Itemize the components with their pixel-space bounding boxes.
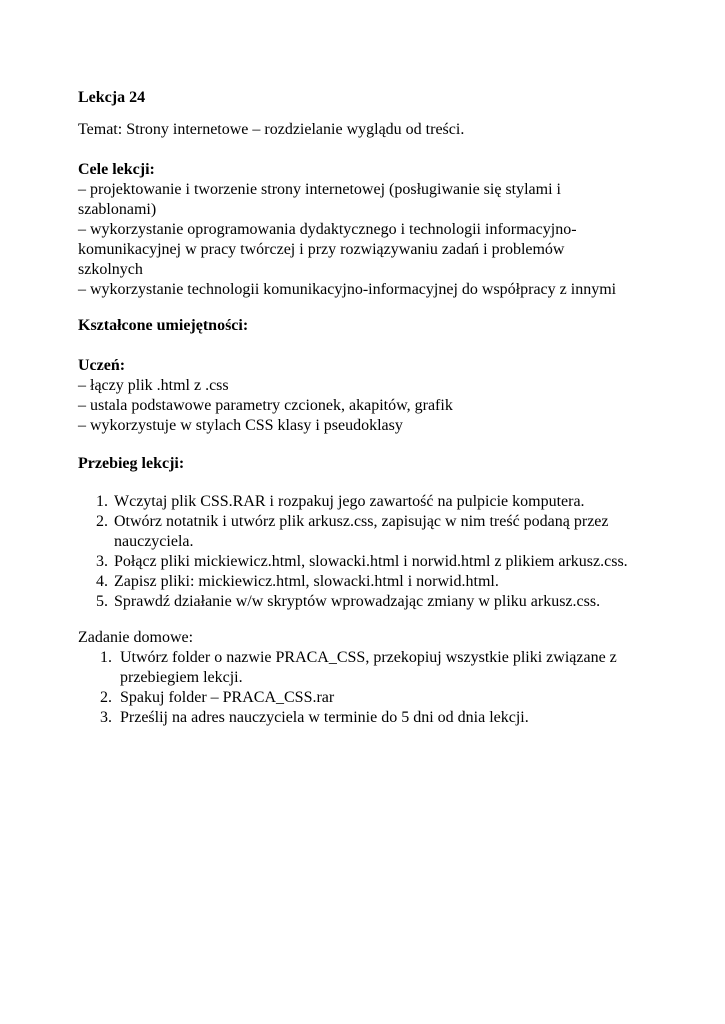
student-line: – ustala podstawowe parametry czcionek, akapitów, grafik (78, 397, 453, 414)
list-item (100, 648, 690, 688)
item-text: Połącz pliki mickiewicz.html, slowacki.html i norwid.html z plikiem arkusz.css. (114, 553, 628, 570)
student-line: – łączy plik .html z .css (78, 377, 229, 394)
item-number: 5. (96, 593, 108, 610)
item-number: 1. (96, 493, 108, 510)
goals-line: – projektowanie i tworzenie strony internetowej (posługiwanie się stylami i (78, 181, 561, 198)
item-text: nauczyciela. (114, 533, 194, 550)
item-text: Wczytaj plik CSS.RAR i rozpakuj jego zawartość na pulpicie komputera. (114, 493, 585, 510)
list-item (100, 708, 690, 728)
item-text: Spakuj folder – PRACA_CSS.rar (120, 689, 335, 706)
lesson-title: Lekcja 24 (78, 89, 146, 106)
goals-line: komunikacyjnej w pracy twórczej i przy rozwiązywaniu zadań i problemów (78, 241, 565, 258)
item-number: 1. (100, 649, 112, 666)
goals-line: szablonami) (78, 201, 157, 218)
course-list (96, 492, 686, 612)
item-number: 2. (100, 689, 112, 706)
course-heading: Przebieg lekcji: (78, 455, 185, 472)
item-text: Zapisz pliki: mickiewicz.html, slowacki.html i norwid.html. (114, 573, 499, 590)
student-list (78, 376, 678, 436)
goals-heading: Cele lekcji: (78, 161, 155, 178)
student-heading: Uczeń: (78, 357, 126, 374)
item-text: Otwórz notatnik i utwórz plik arkusz.css, zapisując w nim treść podaną przez (114, 513, 609, 530)
item-text: Sprawdź działanie w/w skryptów wprowadzając zmiany w pliku arkusz.css. (114, 593, 601, 610)
goals-line: – wykorzystanie technologii komunikacyjno-informacyjnej do współpracy z innymi (78, 281, 617, 298)
item-text: Utwórz folder o nazwie PRACA_CSS, przekopiuj wszystkie pliki związane z (120, 649, 617, 666)
skills-heading: Kształcone umiejętności: (78, 317, 249, 334)
lesson-topic: Temat: Strony internetowe – rozdzielanie wyglądu od treści. (78, 121, 465, 138)
item-text: Prześlij na adres nauczyciela w terminie do 5 dni od dnia lekcji. (120, 709, 529, 726)
item-number: 3. (100, 709, 112, 726)
item-number: 4. (96, 573, 108, 590)
list-item (96, 492, 686, 512)
item-number: 3. (96, 553, 108, 570)
goals-list (78, 180, 678, 300)
list-item (96, 572, 686, 592)
list-item (96, 552, 686, 572)
list-item (100, 688, 690, 708)
homework-heading: Zadanie domowe: (78, 629, 194, 646)
item-text: przebiegiem lekcji. (120, 669, 243, 686)
list-item (96, 592, 686, 612)
goals-line: szkolnych (78, 261, 143, 278)
student-line: – wykorzystuje w stylach CSS klasy i pseudoklasy (78, 417, 403, 434)
homework-list (100, 648, 690, 728)
list-item (96, 512, 686, 552)
goals-line: – wykorzystanie oprogramowania dydaktycznego i technologii informacyjno- (78, 221, 577, 238)
item-number: 2. (96, 513, 108, 530)
